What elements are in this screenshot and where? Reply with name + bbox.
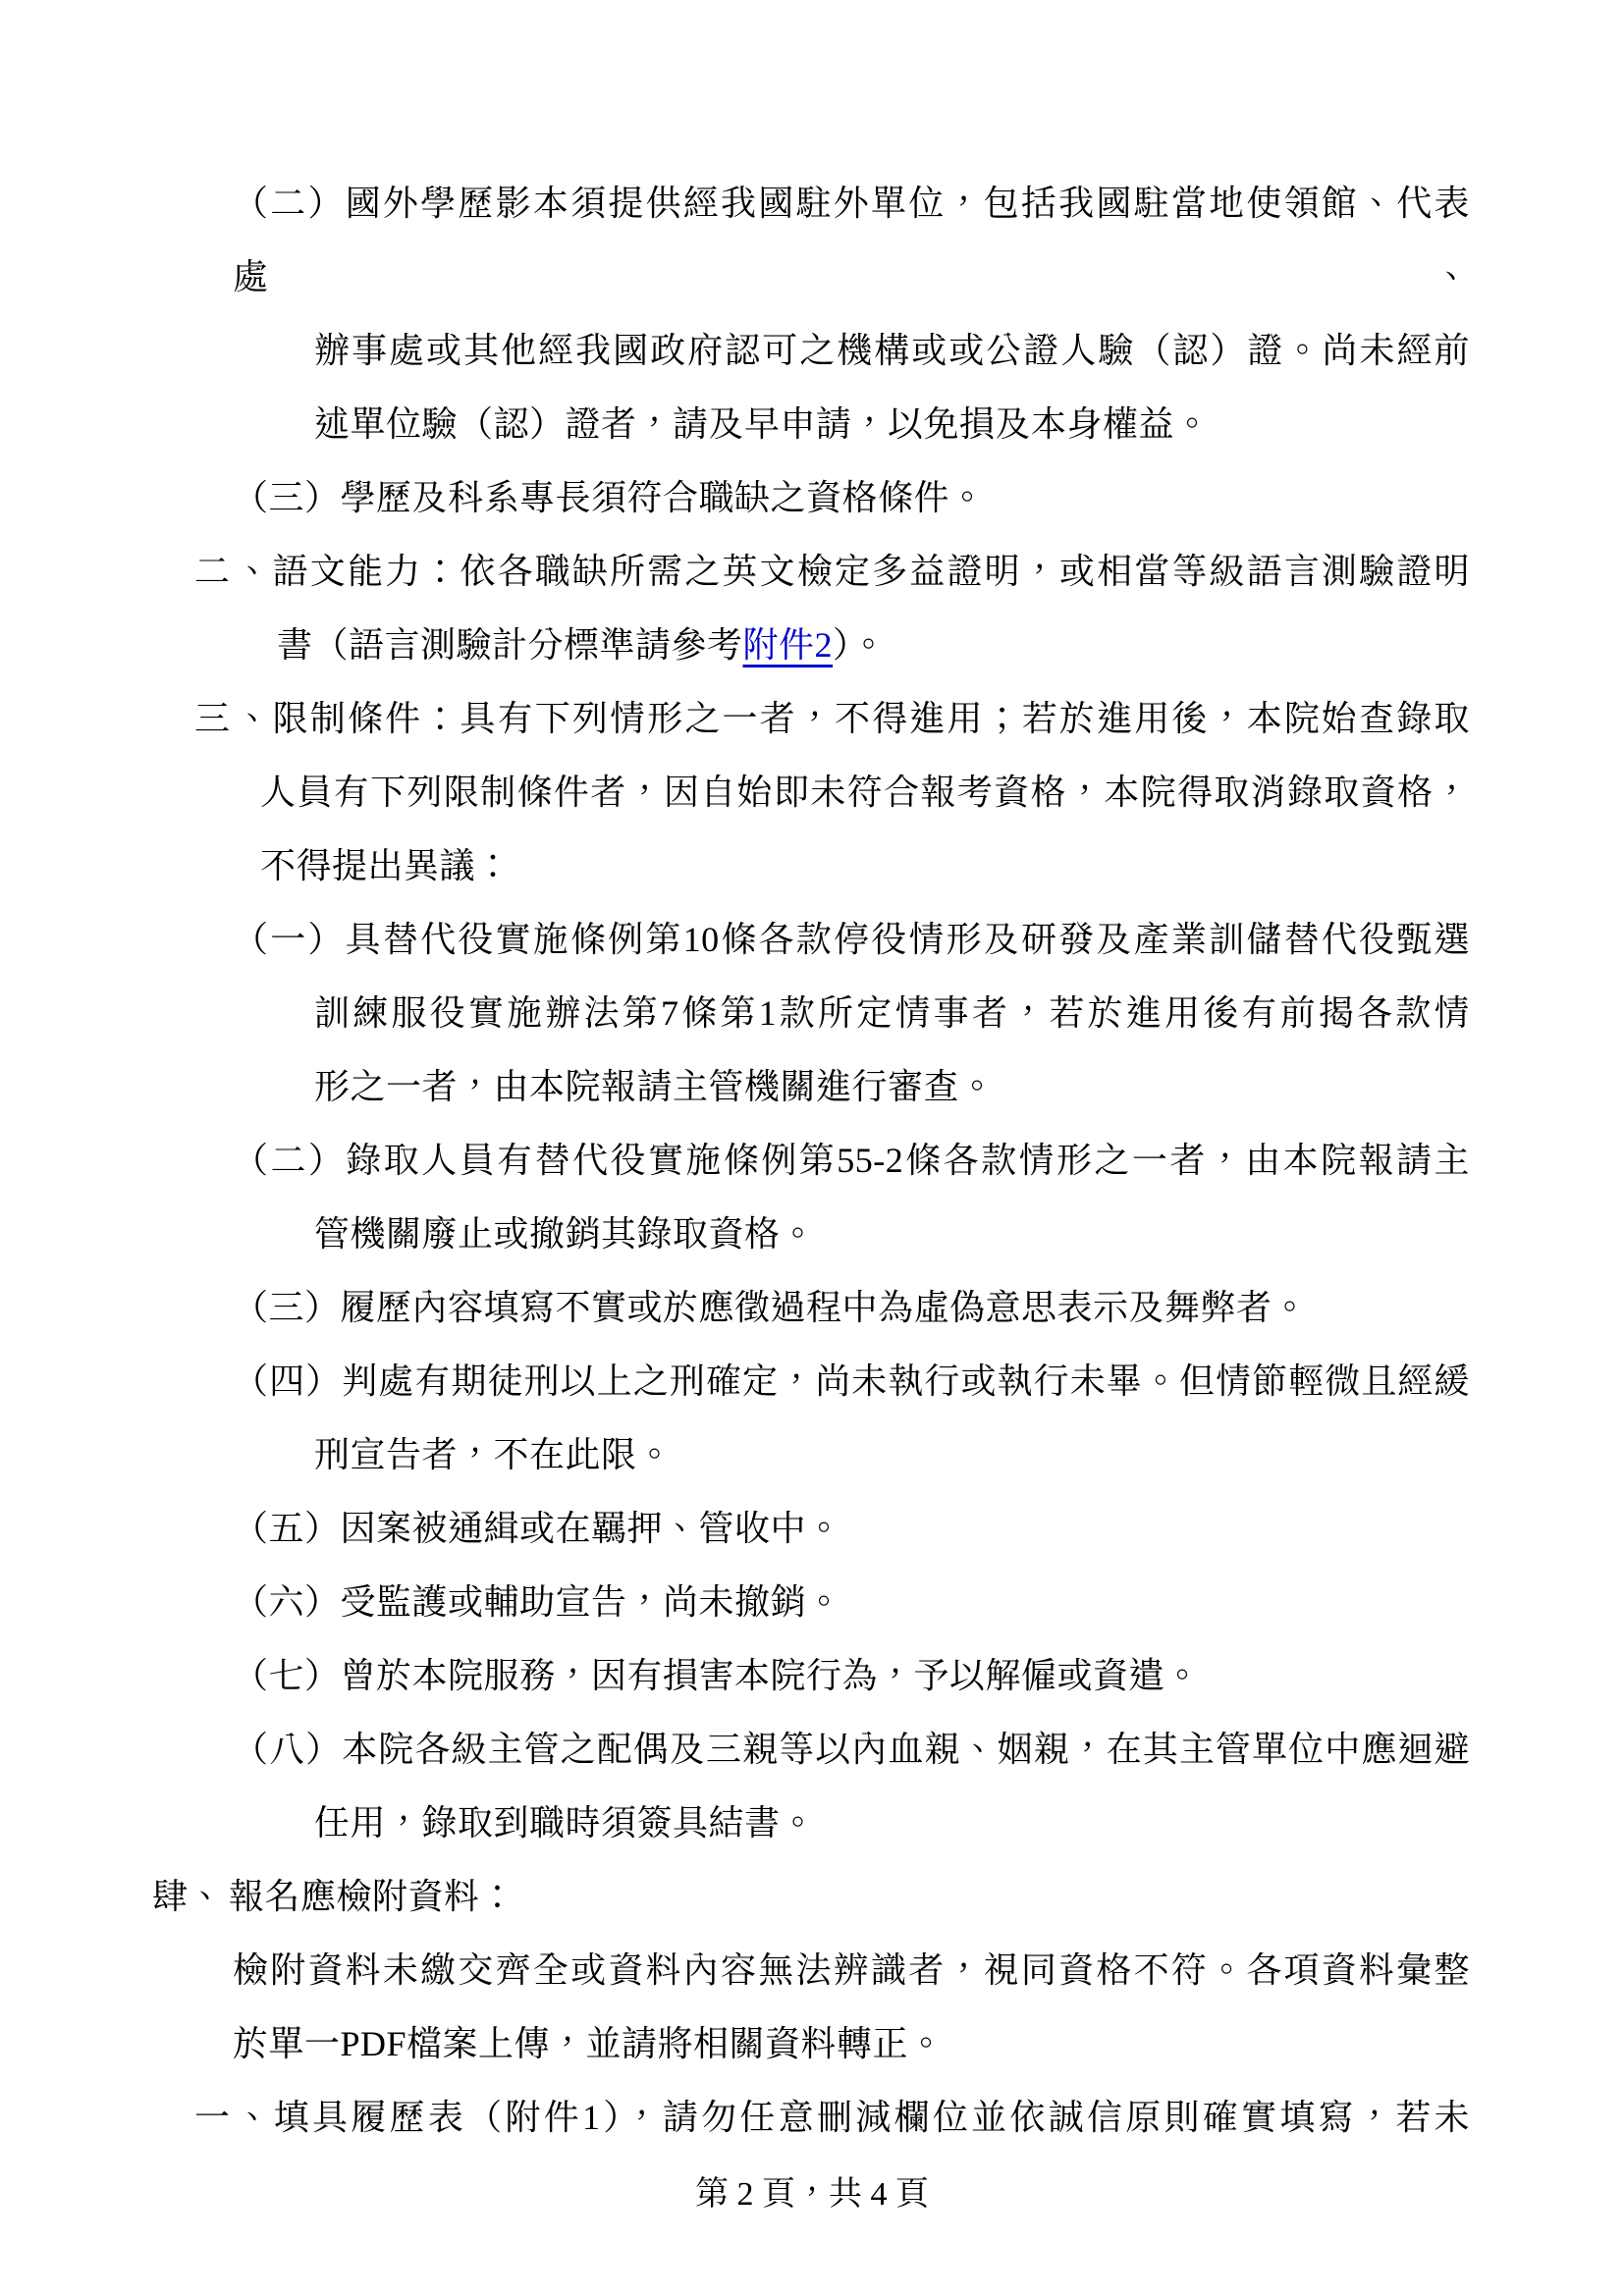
- text-line: [233, 1566, 1470, 1639]
- list-marker: 肆、: [152, 1877, 225, 1916]
- text-line: [233, 1934, 1470, 2007]
- text-segment: 於單一PDF檔案上傳，並請將相關資料轉正。: [233, 2024, 945, 2063]
- text-line: [233, 461, 1470, 535]
- text-segment: （一）具替代役實施條例第10條各款停役情形及研發及產業訓儲替代役甄選: [233, 920, 1470, 959]
- text-line: [314, 1787, 1470, 1860]
- list-marker: 二、: [194, 552, 271, 591]
- text-line: [314, 1198, 1470, 1271]
- text-segment: 任用，錄取到職時須簽具結書。: [314, 1803, 817, 1842]
- text-line: [233, 1639, 1470, 1713]
- text-segment: （四）判處有期徒刑以上之刑確定，尚未執行或執行未畢。但情節輕微且經緩: [233, 1362, 1470, 1401]
- text-segment: ）。: [833, 625, 888, 665]
- text-line: [233, 1271, 1470, 1345]
- text-segment: （三）履歷內容填寫不實或於應徵過程中為虛偽意思表示及舞弊者。: [233, 1288, 1309, 1327]
- text-segment: 刑宣告者，不在此限。: [314, 1435, 674, 1474]
- text-line: [233, 1492, 1470, 1566]
- text-line: [260, 829, 1470, 903]
- text-segment: 人員有下列限制條件者，因自始即未符合報考資格，本院得取消錄取資格，: [260, 773, 1470, 812]
- text-line: [233, 1124, 1470, 1198]
- text-line: [277, 609, 1470, 682]
- text-line: [314, 314, 1470, 388]
- text-segment: （五）因案被通緝或在羈押、管收中。: [233, 1509, 842, 1548]
- page-number: 第 2 頁，共 4 頁: [695, 2176, 929, 2213]
- text-segment: 訓練服役實施辦法第7條第1款所定情事者，若於進用後有前揭各款情: [314, 993, 1470, 1033]
- text-line: [233, 2007, 1470, 2081]
- text-segment: （二）國外學歷影本須提供經我國駐外單位，包括我國駐當地使領館、代表處、: [233, 184, 1470, 296]
- text-line: [194, 682, 1470, 756]
- text-line: [233, 1345, 1470, 1418]
- text-line: [152, 1860, 1470, 1934]
- text-line: [314, 388, 1470, 461]
- text-segment: （七）曾於本院服務，因有損害本院行為，予以解僱或資遣。: [233, 1656, 1201, 1695]
- attachment-2-link[interactable]: 附件2: [742, 625, 834, 665]
- text-segment: 不得提出異議：: [260, 846, 512, 885]
- text-line: [233, 167, 1470, 314]
- text-segment: （六）受監護或輔助宣告，尚未撤銷。: [233, 1582, 842, 1622]
- text-segment: 填具履歷表（附件1），請勿任意刪減欄位並依誠信原則確實填寫，若未: [271, 2098, 1470, 2137]
- text-segment: 書（語言測驗計分標準請參考: [277, 625, 743, 665]
- text-line: [314, 977, 1470, 1050]
- text-segment: 報名應檢附資料：: [229, 1877, 516, 1916]
- list-marker: 三、: [194, 699, 271, 738]
- text-segment: 語文能力：依各職缺所需之英文檢定多益證明，或相當等級語言測驗證明: [271, 552, 1470, 591]
- text-line: [194, 2081, 1470, 2155]
- text-segment: 管機關廢止或撤銷其錄取資格。: [314, 1214, 817, 1254]
- text-segment: （八）本院各級主管之配偶及三親等以內血親、姻親，在其主管單位中應迴避: [233, 1730, 1470, 1769]
- text-segment: （三）學歷及科系專長須符合職缺之資格條件。: [233, 478, 986, 517]
- document-content: [152, 167, 1470, 2155]
- text-line: [260, 756, 1470, 829]
- text-line: [233, 903, 1470, 977]
- text-segment: （二）錄取人員有替代役實施條例第55-2條各款情形之一者，由本院報請主: [233, 1141, 1470, 1180]
- text-segment: 辦事處或其他經我國政府認可之機構或或公證人驗（認）證。尚未經前: [314, 331, 1470, 370]
- text-line: [314, 1050, 1470, 1124]
- text-line: [314, 1418, 1470, 1492]
- text-line: [233, 1713, 1470, 1787]
- text-line: [194, 535, 1470, 609]
- text-segment: 形之一者，由本院報請主管機關進行審查。: [314, 1067, 996, 1106]
- text-segment: 述單位驗（認）證者，請及早申請，以免損及本身權益。: [314, 404, 1211, 444]
- list-marker: 一、: [194, 2098, 271, 2137]
- text-segment: 檢附資料未繳交齊全或資料內容無法辨識者，視同資格不符。各項資料彙整: [233, 1950, 1470, 1990]
- text-segment: 限制條件：具有下列情形之一者，不得進用；若於進用後，本院始查錄取: [271, 699, 1470, 738]
